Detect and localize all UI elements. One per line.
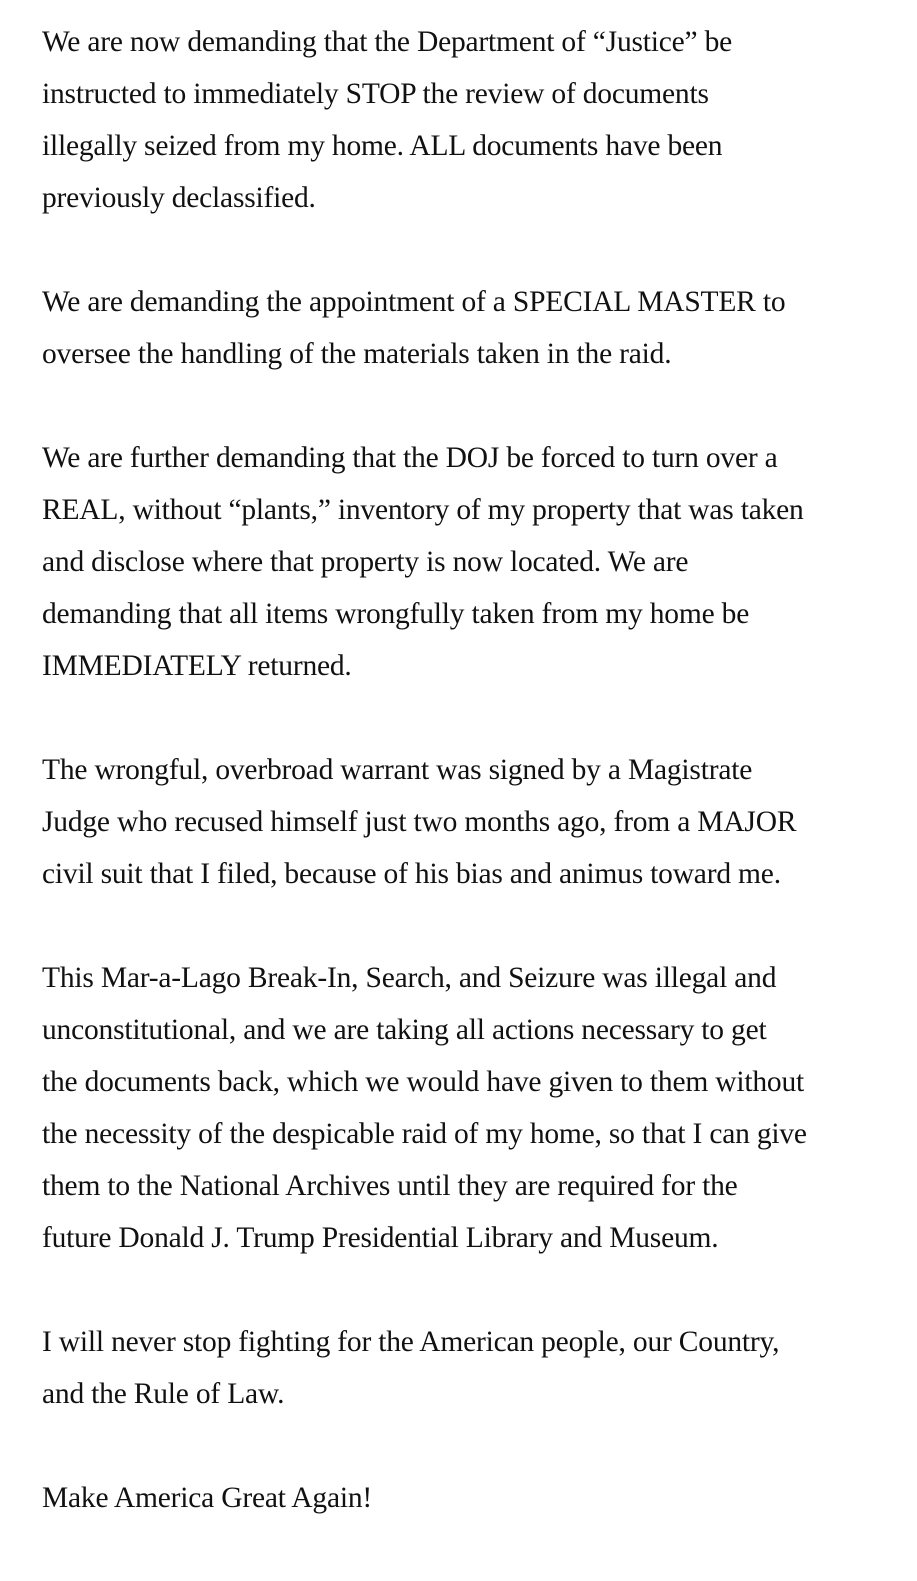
text-line: and disclose where that property is now located. We are xyxy=(42,546,689,578)
text-line: the documents back, which we would have given to them without xyxy=(42,1066,805,1098)
text-line: We are further demanding that the DOJ be forced to turn over a xyxy=(42,442,778,474)
text-line: demanding that all items wrongfully taken from my home be xyxy=(42,598,750,630)
text-line: Make America Great Again! xyxy=(42,1482,373,1514)
text-line: instructed to immediately STOP the review of documents xyxy=(42,78,709,110)
text-line: illegally seized from my home. ALL documents have been xyxy=(42,130,723,162)
paragraph-inventory-demand xyxy=(42,432,902,692)
text-line: REAL, without “plants,” inventory of my property that was taken xyxy=(42,494,804,526)
paragraph-warrant xyxy=(42,744,902,900)
text-line: previously declassified. xyxy=(42,182,316,214)
text-line: civil suit that I filed, because of his bias and animus toward me. xyxy=(42,858,781,890)
text-line: The wrongful, overbroad warrant was signed by a Magistrate xyxy=(42,754,753,786)
text-line: and the Rule of Law. xyxy=(42,1378,285,1410)
text-line: the necessity of the despicable raid of my home, so that I can give xyxy=(42,1118,807,1150)
text-line: them to the National Archives until they are required for the xyxy=(42,1170,738,1202)
text-line: future Donald J. Trump Presidential Library and Museum. xyxy=(42,1222,719,1254)
paragraph-seizure xyxy=(42,952,902,1264)
text-line: IMMEDIATELY returned. xyxy=(42,650,352,682)
text-line: This Mar-a-Lago Break-In, Search, and Seizure was illegal and xyxy=(42,962,777,994)
text-line: oversee the handling of the materials taken in the raid. xyxy=(42,338,672,370)
paragraph-special-master xyxy=(42,276,902,380)
text-line: We are now demanding that the Department of “Justice” be xyxy=(42,26,733,58)
paragraph-demand-stop-review xyxy=(42,16,902,224)
text-line: unconstitutional, and we are taking all actions necessary to get xyxy=(42,1014,767,1046)
paragraph-never-stop xyxy=(42,1316,902,1420)
statement-document xyxy=(42,16,902,1524)
text-line: Judge who recused himself just two months ago, from a MAJOR xyxy=(42,806,797,838)
paragraph-closing xyxy=(42,1472,902,1524)
text-line: I will never stop fighting for the American people, our Country, xyxy=(42,1326,780,1358)
text-line: We are demanding the appointment of a SPECIAL MASTER to xyxy=(42,286,786,318)
